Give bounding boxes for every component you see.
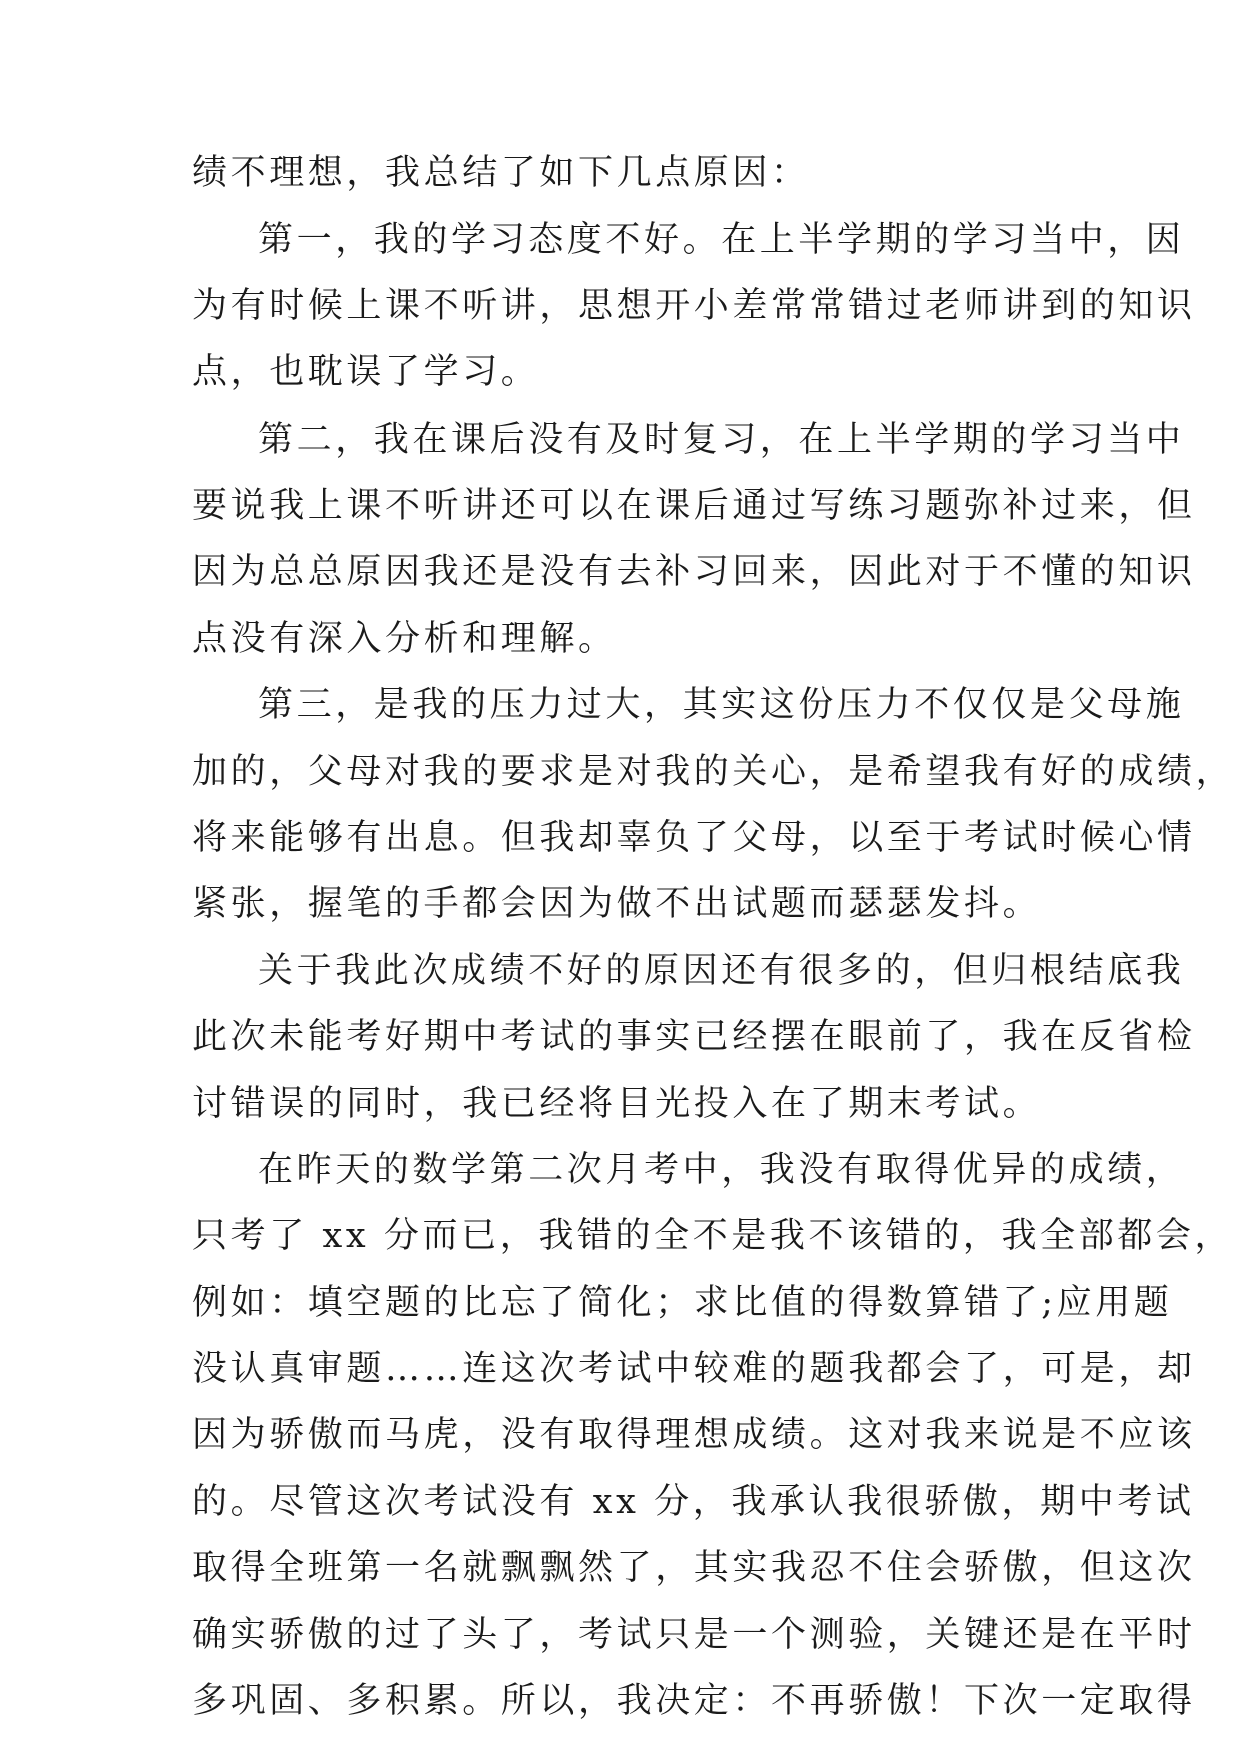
text-line: 此次未能考好期中考试的事实已经摆在眼前了，我在反省检	[192, 1017, 1196, 1057]
text-line: 第三，是我的压力过大，其实这份压力不仅仅是父母施	[258, 685, 1185, 725]
text-line: 在昨天的数学第二次月考中，我没有取得优异的成绩，	[258, 1150, 1185, 1190]
text-line: 第二，我在课后没有及时复习，在上半学期的学习当中	[258, 420, 1185, 460]
text-line: 只考了 xx 分而已，我错的全不是我不该错的，我全部都会，	[192, 1216, 1234, 1256]
text-line: 点，也耽误了学习。	[192, 352, 540, 392]
text-line: 第一，我的学习态度不好。在上半学期的学习当中，因	[258, 220, 1185, 260]
text-line: 因为总总原因我还是没有去补习回来，因此对于不懂的知识	[192, 552, 1196, 592]
text-line: 绩不理想，我总结了如下几点原因：	[192, 153, 810, 193]
text-line: 关于我此次成绩不好的原因还有很多的，但归根结底我	[258, 951, 1185, 991]
text-line: 多巩固、多积累。所以，我决定：不再骄傲！下次一定取得	[192, 1681, 1196, 1721]
text-line: 将来能够有出息。但我却辜负了父母，以至于考试时候心情	[192, 818, 1196, 858]
text-line: 确实骄傲的过了头了，考试只是一个测验，关键还是在平时	[192, 1615, 1196, 1655]
text-line: 紧张，握笔的手都会因为做不出试题而瑟瑟发抖。	[192, 884, 1042, 924]
text-line: 例如：填空题的比忘了简化；求比值的得数算错了;应用题	[192, 1283, 1173, 1323]
text-line: 的。尽管这次考试没有 xx 分，我承认我很骄傲，期中考试	[192, 1482, 1195, 1522]
text-line: 为有时候上课不听讲，思想开小差常常错过老师讲到的知识	[192, 286, 1196, 326]
text-line: 加的，父母对我的要求是对我的关心，是希望我有好的成绩，	[192, 752, 1235, 792]
text-line: 讨错误的同时，我已经将目光投入在了期末考试。	[192, 1084, 1042, 1124]
text-line: 取得全班第一名就飘飘然了，其实我忍不住会骄傲，但这次	[192, 1548, 1196, 1588]
text-line: 没认真审题……连这次考试中较难的题我都会了，可是，却	[192, 1349, 1196, 1389]
text-line: 因为骄傲而马虎，没有取得理想成绩。这对我来说是不应该	[192, 1415, 1196, 1455]
text-line: 点没有深入分析和理解。	[192, 619, 617, 659]
text-line: 要说我上课不听讲还可以在课后通过写练习题弥补过来，但	[192, 486, 1196, 526]
